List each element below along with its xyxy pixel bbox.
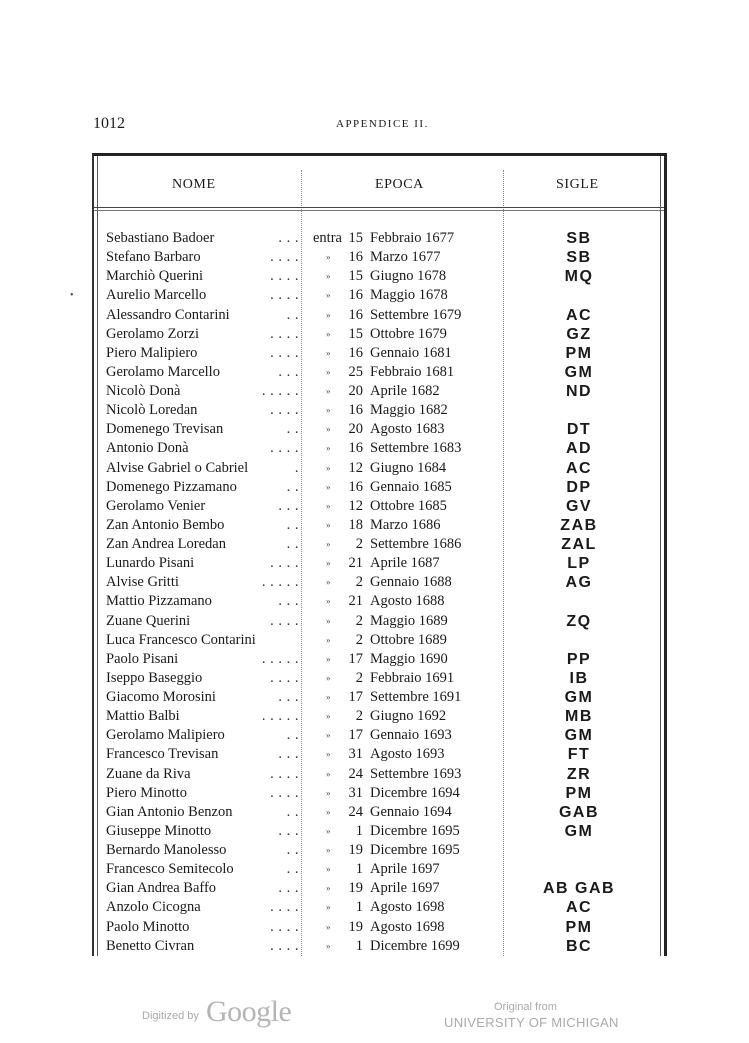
row-leader-dots: . . <box>286 861 299 878</box>
row-leader-dots: . . . <box>278 689 299 705</box>
row-day: 17 <box>348 689 363 705</box>
row-day: 15 <box>348 325 363 342</box>
row-sigle: ND <box>565 383 593 400</box>
row-ditto-mark: » <box>326 634 331 645</box>
row-day: 2 <box>355 708 363 725</box>
row-name: Gerolamo Venier <box>106 497 206 514</box>
row-ditto-mark: » <box>326 309 331 320</box>
row-day: 16 <box>348 478 363 495</box>
row-name: Giuseppe Minotto <box>106 822 212 839</box>
row-day: 2 <box>355 536 363 552</box>
row-day: 31 <box>348 784 363 801</box>
row-day: 19 <box>348 842 363 858</box>
row-name: Piero Malipiero <box>106 344 198 361</box>
row-month-year: Aprile 1697 <box>370 861 440 878</box>
row-leader-dots: . . . <box>278 880 299 897</box>
row-month-year: Settembre 1686 <box>370 536 462 552</box>
row-day: 20 <box>348 383 363 399</box>
table-row <box>94 363 664 382</box>
row-sigle: GM <box>564 822 594 840</box>
table-row <box>94 726 664 745</box>
row-leader-dots: . . <box>286 516 299 533</box>
digitized-by-label: Digitized by <box>142 1010 199 1022</box>
row-sigle: ZAB <box>560 516 598 534</box>
row-name: Sebastiano Badoer <box>106 230 215 246</box>
row-ditto-mark: » <box>326 290 331 301</box>
row-month-year: Agosto 1693 <box>370 746 445 763</box>
row-month-year: Settembre 1683 <box>370 440 462 457</box>
row-leader-dots: . . . . <box>270 918 299 935</box>
row-ditto-mark: » <box>326 558 331 569</box>
table-row <box>94 478 664 497</box>
row-ditto-mark: » <box>326 692 331 702</box>
row-name: Alvise Gabriel o Cabriel <box>106 459 249 476</box>
table-row <box>94 459 664 478</box>
row-ditto-mark: » <box>326 271 331 282</box>
row-ditto-mark: » <box>326 883 331 894</box>
row-name: Antonio Donà <box>106 440 189 457</box>
row-ditto-mark: » <box>326 328 331 339</box>
row-ditto-mark: » <box>326 539 331 549</box>
row-name: Gian Andrea Baffo <box>106 880 217 897</box>
row-ditto-mark: » <box>326 921 331 932</box>
row-month-year: Aprile 1682 <box>370 383 440 399</box>
google-logo: Google <box>206 995 292 1028</box>
running-head: APPENDICE II. <box>336 118 429 130</box>
row-name: Domenego Pizzamano <box>106 478 237 495</box>
row-sigle: GM <box>564 727 594 745</box>
row-sigle: LP <box>567 555 591 573</box>
row-day: 24 <box>348 803 363 820</box>
row-month-year: Dicembre 1695 <box>370 842 460 858</box>
row-month-year: Dicembre 1699 <box>370 937 460 954</box>
data-table <box>92 153 667 956</box>
row-name: Gerolamo Marcello <box>106 363 220 380</box>
row-name: Benetto Civran <box>106 937 195 954</box>
row-ditto-mark: » <box>326 596 331 607</box>
row-leader-dots: . . . . . <box>261 708 299 725</box>
row-leader-dots: . . . <box>278 497 299 514</box>
row-name: Mattio Balbi <box>106 708 180 725</box>
row-month-year: Aprile 1697 <box>370 880 440 897</box>
row-leader-dots: . . . . <box>270 765 299 782</box>
table-row <box>94 229 664 248</box>
row-month-year: Febbraio 1681 <box>370 363 455 380</box>
row-name: Gerolamo Malipiero <box>106 727 225 744</box>
row-name: Giacomo Morosini <box>106 689 216 705</box>
table-row <box>94 306 664 325</box>
column-header-sigle: SIGLE <box>556 177 599 192</box>
row-name: Stefano Barbaro <box>106 249 201 266</box>
row-month-year: Gennaio 1685 <box>370 478 452 495</box>
row-sigle: AC <box>565 459 593 477</box>
row-sigle: MB <box>565 708 593 726</box>
row-month-year: Dicembre 1695 <box>370 822 460 839</box>
row-month-year: Agosto 1698 <box>370 899 445 916</box>
table-row <box>94 784 664 803</box>
row-name: Paolo Minotto <box>106 918 190 935</box>
row-day: 1 <box>355 822 363 839</box>
row-leader-dots: . . <box>286 842 299 858</box>
row-leader-dots: . . <box>286 306 299 323</box>
table-row <box>94 573 664 592</box>
row-name: Piero Minotto <box>106 784 187 801</box>
table-row <box>94 592 664 611</box>
row-ditto-mark: » <box>326 672 331 683</box>
row-ditto-mark: » <box>326 940 331 951</box>
row-ditto-mark: » <box>326 462 331 473</box>
row-day: 12 <box>348 497 363 514</box>
row-ditto-mark: » <box>326 405 331 416</box>
row-leader-dots: . . . <box>278 363 299 380</box>
row-sigle: ZR <box>566 765 592 783</box>
row-day: 1 <box>355 861 363 878</box>
row-day: 16 <box>348 402 363 419</box>
row-name: Nicolò Loredan <box>106 402 198 419</box>
row-entra-label: entra <box>313 230 342 246</box>
row-day: 31 <box>348 746 363 763</box>
row-sigle: PM <box>565 344 593 362</box>
table-row <box>94 344 664 363</box>
row-day: 24 <box>348 765 363 782</box>
row-name: Zuane Querini <box>106 612 191 629</box>
row-name: Marchiò Querini <box>106 268 204 285</box>
row-ditto-mark: » <box>326 730 331 741</box>
row-leader-dots: . . . <box>278 593 299 610</box>
row-month-year: Ottobre 1689 <box>370 631 447 648</box>
row-name: Iseppo Baseggio <box>106 669 203 686</box>
row-ditto-mark: » <box>326 806 331 817</box>
row-month-year: Gennaio 1693 <box>370 727 452 744</box>
row-name: Bernardo Manolesso <box>106 842 227 858</box>
row-leader-dots: . . <box>286 478 299 495</box>
row-day: 16 <box>348 287 363 304</box>
row-leader-dots: . . <box>286 727 299 744</box>
row-leader-dots: . . . . <box>270 669 299 686</box>
row-name: Alvise Gritti <box>106 574 179 591</box>
row-ditto-mark: » <box>326 347 331 358</box>
row-ditto-mark: » <box>326 424 331 435</box>
row-day: 2 <box>355 574 363 591</box>
row-ditto-mark: » <box>326 386 331 396</box>
row-sigle: PM <box>565 784 593 802</box>
row-leader-dots: . . . . . <box>261 574 299 591</box>
row-ditto-mark: » <box>326 366 331 377</box>
table-row <box>94 937 664 956</box>
row-sigle: DP <box>566 478 592 496</box>
row-sigle: SB <box>566 249 592 267</box>
table-row <box>94 401 664 420</box>
row-ditto-mark: » <box>326 768 331 779</box>
row-month-year: Giugno 1678 <box>370 268 447 285</box>
row-month-year: Agosto 1683 <box>370 421 445 438</box>
row-day: 19 <box>348 918 363 935</box>
row-name: Nicolò Donà <box>106 383 181 399</box>
row-day: 20 <box>348 421 363 438</box>
page-number: 1012 <box>93 115 125 132</box>
row-sigle: AC <box>565 306 593 324</box>
row-sigle: IB <box>569 669 589 687</box>
row-month-year: Giugno 1692 <box>370 708 447 725</box>
row-leader-dots: . . . <box>278 230 299 246</box>
table-row <box>94 612 664 631</box>
row-month-year: Agosto 1688 <box>370 593 445 610</box>
row-month-year: Settembre 1691 <box>370 689 462 705</box>
row-day: 2 <box>355 669 363 686</box>
row-leader-dots: . <box>294 459 299 476</box>
row-ditto-mark: » <box>326 481 331 492</box>
row-ditto-mark: » <box>326 864 331 875</box>
row-ditto-mark: » <box>326 577 331 588</box>
row-ditto-mark: » <box>326 615 331 626</box>
row-month-year: Marzo 1686 <box>370 516 441 533</box>
row-day: 17 <box>348 650 363 667</box>
table-row <box>94 765 664 784</box>
row-leader-dots: . . . . <box>270 249 299 266</box>
row-name: Gerolamo Zorzi <box>106 325 200 342</box>
row-name: Zan Antonio Bembo <box>106 516 225 533</box>
row-month-year: Maggio 1682 <box>370 402 448 419</box>
row-name: Domenego Trevisan <box>106 421 224 438</box>
table-row <box>94 248 664 267</box>
row-sigle: AG <box>565 574 593 592</box>
row-day: 21 <box>348 555 363 572</box>
table-row <box>94 420 664 439</box>
stray-mark-left: • <box>70 290 74 301</box>
row-month-year: Febbraio 1691 <box>370 669 455 686</box>
row-leader-dots: . . . . <box>270 325 299 342</box>
row-month-year: Febbraio 1677 <box>370 230 455 246</box>
university-label: UNIVERSITY OF MICHIGAN <box>444 1015 619 1030</box>
column-header-name: NOME <box>172 177 216 192</box>
table-row <box>94 286 664 305</box>
table-row <box>94 822 664 841</box>
row-leader-dots: . . . . <box>270 612 299 629</box>
table-row <box>94 382 664 401</box>
row-day: 16 <box>348 306 363 323</box>
table-row <box>94 879 664 898</box>
table-row <box>94 860 664 879</box>
table-row <box>94 745 664 764</box>
row-sigle: FT <box>567 746 591 764</box>
row-month-year: Gennaio 1681 <box>370 344 452 361</box>
column-header-epoch: EPOCA <box>375 177 424 192</box>
row-leader-dots: . . <box>286 421 299 438</box>
table-row <box>94 439 664 458</box>
row-ditto-mark: » <box>326 252 331 263</box>
table-row <box>94 688 664 707</box>
row-day: 1 <box>355 899 363 916</box>
row-day: 17 <box>348 727 363 744</box>
row-sigle: GAB <box>558 803 600 821</box>
table-row <box>94 650 664 669</box>
row-ditto-mark: » <box>326 653 331 664</box>
row-ditto-mark: » <box>326 902 331 913</box>
table-row <box>94 803 664 822</box>
row-day: 25 <box>348 363 363 380</box>
row-month-year: Agosto 1698 <box>370 918 445 935</box>
row-name: Francesco Trevisan <box>106 746 219 763</box>
table-row <box>94 497 664 516</box>
original-from-label: Original from <box>494 1001 557 1013</box>
row-month-year: Settembre 1693 <box>370 765 462 782</box>
row-leader-dots: . . . . <box>270 287 299 304</box>
row-name: Anzolo Cicogna <box>106 899 201 916</box>
row-sigle: PP <box>566 650 592 668</box>
row-ditto-mark: » <box>326 500 331 511</box>
row-leader-dots: . . . . . <box>261 383 299 399</box>
row-month-year: Settembre 1679 <box>370 306 462 323</box>
row-leader-dots: . . . . <box>270 402 299 419</box>
row-day: 16 <box>348 249 363 266</box>
table-row <box>94 516 664 535</box>
row-ditto-mark: » <box>326 519 331 530</box>
row-day: 2 <box>355 631 363 648</box>
row-month-year: Maggio 1689 <box>370 612 448 629</box>
row-sigle: MQ <box>564 268 594 286</box>
row-day: 21 <box>348 593 363 610</box>
row-ditto-mark: » <box>326 749 331 760</box>
row-name: Francesco Semitecolo <box>106 861 234 878</box>
row-sigle: AC <box>565 899 593 917</box>
row-day: 15 <box>348 268 363 285</box>
row-leader-dots: . . . . <box>270 344 299 361</box>
row-month-year: Gennaio 1694 <box>370 803 452 820</box>
table-row <box>94 669 664 688</box>
row-leader-dots: . . . <box>278 822 299 839</box>
row-leader-dots: . . . . <box>270 899 299 916</box>
row-ditto-mark: » <box>326 787 331 798</box>
row-name: Paolo Pisani <box>106 650 179 667</box>
table-row <box>94 325 664 344</box>
row-ditto-mark: » <box>326 845 331 855</box>
row-sigle: PM <box>565 918 593 936</box>
row-name: Lunardo Pisani <box>106 555 195 572</box>
row-day: 18 <box>348 516 363 533</box>
row-sigle: ZQ <box>566 612 592 630</box>
row-ditto-mark: » <box>326 825 331 836</box>
row-day: 19 <box>348 880 363 897</box>
row-month-year: Dicembre 1694 <box>370 784 460 801</box>
row-month-year: Ottobre 1685 <box>370 497 447 514</box>
table-row <box>94 554 664 573</box>
row-leader-dots: . . . . <box>270 440 299 457</box>
row-sigle: AD <box>565 440 593 458</box>
row-day: 15 <box>348 230 363 246</box>
table-row <box>94 898 664 917</box>
row-month-year: Ottobre 1679 <box>370 325 447 342</box>
row-leader-dots: . . <box>286 536 299 552</box>
header-rule <box>94 207 664 208</box>
row-day: 16 <box>348 344 363 361</box>
row-name: Gian Antonio Benzon <box>106 803 233 820</box>
row-sigle: AB GAB <box>542 880 616 898</box>
table-body <box>94 229 664 956</box>
row-sigle: GV <box>565 497 593 515</box>
row-day: 2 <box>355 612 363 629</box>
row-sigle: BC <box>565 937 593 955</box>
row-sigle: DT <box>566 421 592 439</box>
row-name: Alessandro Contarini <box>106 306 230 323</box>
row-leader-dots: . . . . <box>270 555 299 572</box>
row-leader-dots: . . <box>286 803 299 820</box>
table-row <box>94 841 664 860</box>
row-month-year: Marzo 1677 <box>370 249 441 266</box>
table-row <box>94 707 664 726</box>
row-leader-dots: . . . . <box>270 937 299 954</box>
row-name: Zuane da Riva <box>106 765 191 782</box>
row-sigle: GZ <box>566 325 592 343</box>
row-sigle: SB <box>566 230 592 247</box>
row-ditto-mark: » <box>326 711 331 722</box>
table-row <box>94 631 664 650</box>
row-ditto-mark: » <box>326 443 331 454</box>
row-month-year: Aprile 1687 <box>370 555 440 572</box>
row-leader-dots: . . . . <box>270 784 299 801</box>
row-name: Zan Andrea Loredan <box>106 536 226 552</box>
row-leader-dots: . . . . <box>270 268 299 285</box>
header-rule-secondary <box>94 210 664 211</box>
row-month-year: Maggio 1690 <box>370 650 448 667</box>
row-name: Aurelio Marcello <box>106 287 207 304</box>
table-row <box>94 535 664 554</box>
row-name: Mattio Pizzamano <box>106 593 212 610</box>
row-month-year: Giugno 1684 <box>370 459 447 476</box>
row-leader-dots: . . . . . <box>261 650 299 667</box>
row-sigle: ZAL <box>561 536 597 553</box>
row-month-year: Maggio 1678 <box>370 287 448 304</box>
row-day: 12 <box>348 459 363 476</box>
row-day: 16 <box>348 440 363 457</box>
table-row <box>94 918 664 937</box>
row-month-year: Gennaio 1688 <box>370 574 452 591</box>
row-sigle: GM <box>564 363 594 381</box>
row-name: Luca Francesco Contarini <box>106 631 256 648</box>
row-sigle: GM <box>564 689 594 706</box>
table-row <box>94 267 664 286</box>
row-leader-dots: . . . <box>278 746 299 763</box>
row-day: 1 <box>355 937 363 954</box>
